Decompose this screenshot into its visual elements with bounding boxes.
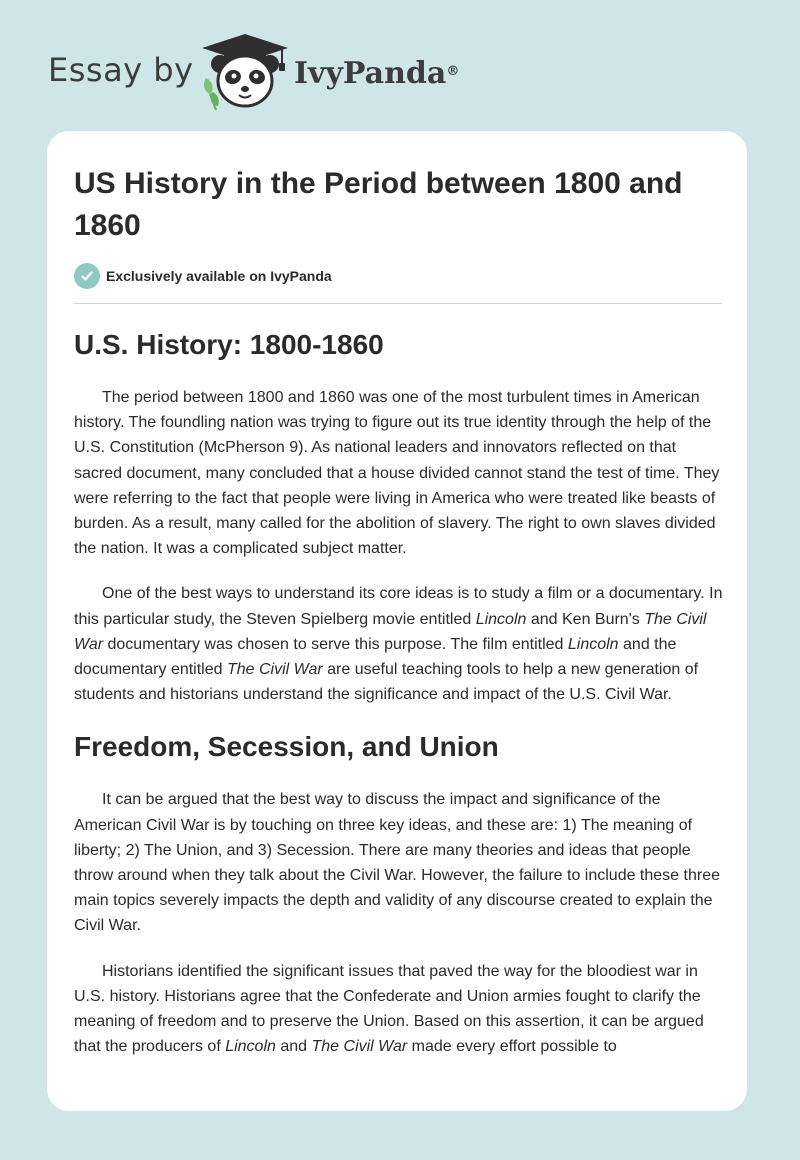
paragraph-2-text-3: documentary was chosen to serve this purpose. The film entitled: [103, 635, 568, 653]
paragraph-4-text-2: and: [275, 1038, 312, 1056]
paragraph-2-text-5: are useful teaching tools to help a new generation of students and historians understand the significance and impact of the U.S. Civil War.: [74, 661, 699, 704]
section-heading-freedom: Freedom, Secession, and Union: [74, 731, 499, 763]
film-title-civil-war-3: The Civil War: [311, 1038, 408, 1056]
paragraph-2-text-2: and Ken Burn's: [526, 610, 645, 628]
essay-by-label: Essay by: [48, 51, 194, 89]
paragraph-2: [74, 581, 724, 707]
check-icon: [74, 263, 100, 289]
divider: [74, 303, 722, 304]
site-header: [0, 0, 800, 130]
film-title-civil-war: The Civil War: [74, 610, 707, 653]
paragraph-4-text-1: Historians identified the significant issues that paved the way for the bloodiest war in U.S. history. Historians agree that the Confederate and Union armies fought to clarify the meaning of freedom and to preserve the Union. Based on this assertion, it can be argued that the producers of: [74, 962, 704, 1056]
section-heading-history: U.S. History: 1800-1860: [74, 329, 384, 360]
film-title-lincoln-3: Lincoln: [225, 1038, 276, 1056]
article-title: US History in the Period between 1800 and 1860: [74, 167, 683, 242]
paragraph-3: It can be argued that the best way to discuss the impact and significance of the American Civil War is by touching on three key ideas, and these are: 1) The meaning of liberty; 2) The Union, and 3) Secession. There are many theories and ideas that people throw around when they talk about the Civil War. However, the failure to include these three main topics severely impacts the depth and validity of any discourse created to explain the Civil War.: [74, 791, 720, 935]
panda-logo-icon[interactable]: [198, 34, 292, 110]
film-title-lincoln-2: Lincoln: [567, 635, 619, 653]
exclusive-badge: [74, 263, 332, 289]
article-card: [47, 131, 747, 1111]
paragraph-4: [74, 959, 724, 1060]
article-body: [74, 325, 724, 1059]
paragraph-2-text-4: and the documentary entitled: [74, 635, 677, 679]
film-title-lincoln: Lincoln: [475, 610, 527, 628]
brand-name[interactable]: [294, 54, 459, 94]
registered-mark: ®: [446, 64, 460, 79]
badge-label: Exclusively available on IvyPanda: [106, 268, 332, 284]
brand-text: IvyPanda: [294, 56, 447, 91]
paragraph-2-text-1: One of the best ways to understand its core ideas is to study a film or a documentary. In this particular study, the Steven Spielberg movie entitled: [74, 585, 723, 628]
film-title-civil-war-2: The Civil War: [226, 661, 323, 679]
paragraph-1: The period between 1800 and 1860 was one of the most turbulent times in American history. The foundling nation was trying to figure out its true identity through the help of the U.S. Constitution (McPherson 9). As national leaders and innovators reflected on that sacred document, many concluded that a house divided cannot stand the test of time. They were referring to the fact that people were living in America who were treated like beasts of burden. As a result, many called for the abolition of slavery. The right to own slaves divided the nation. It was a complicated subject matter.: [74, 389, 720, 558]
paragraph-4-text-3: made every effort possible to: [407, 1038, 617, 1056]
